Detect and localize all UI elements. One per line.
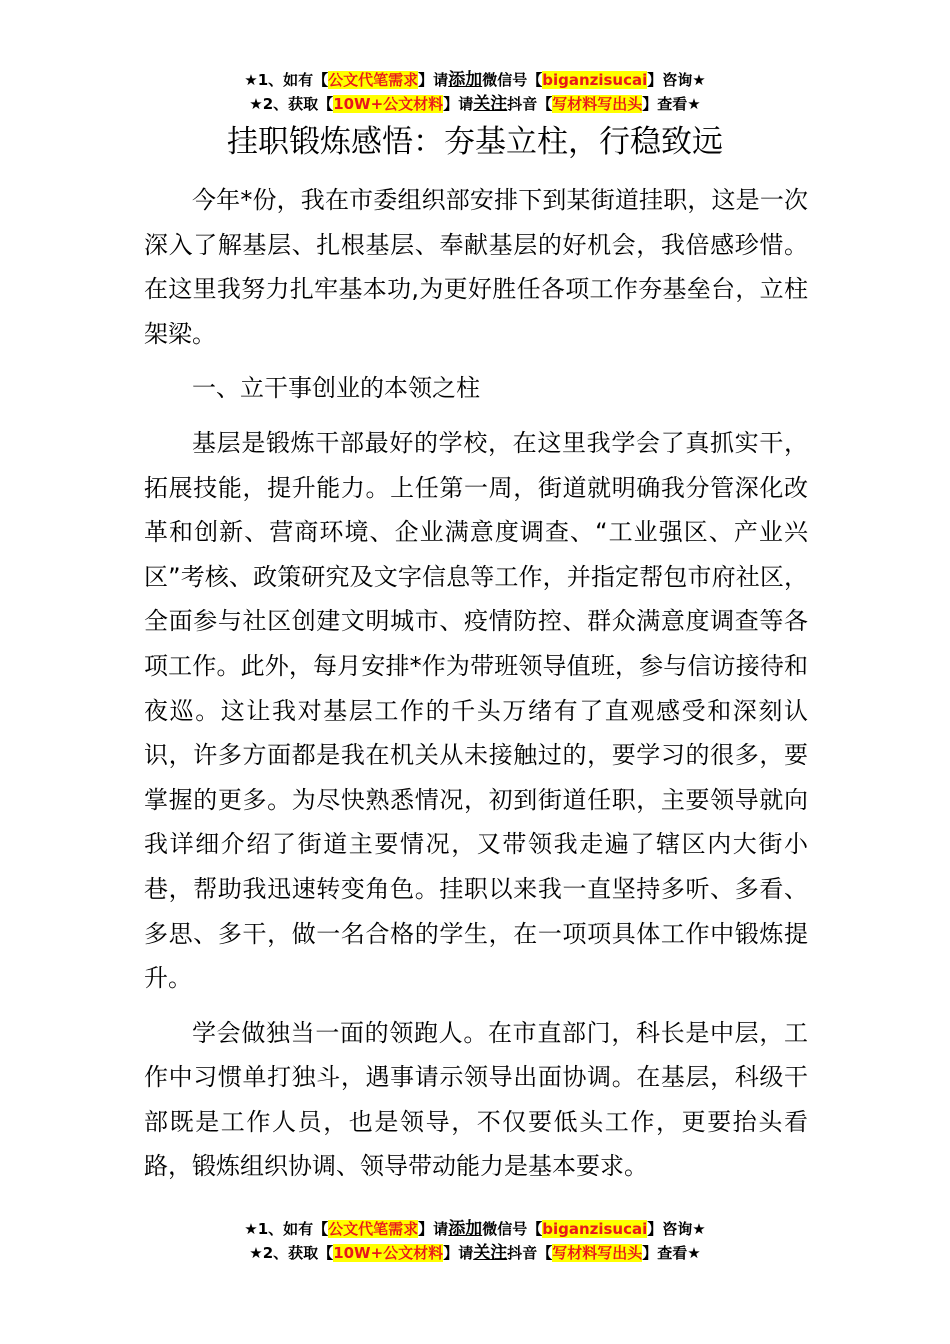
promo-text: 】请 [418, 71, 449, 89]
paragraph-body: 基层是锻炼干部最好的学校，在这里我学会了真抓实干，拓展技能，提升能力。上任第一周，街道就明确我分管深化改革和创新、营商环境、企业满意度调查、“工业强区、产业兴区”考核、政策研究及文字信息等工作，并指定帮包市府社区，全面参与社区创建文明城市、疫情防控、群众满意度调查等各项工作。此外，每月安排*作为带班领导值班，参与信访接待和夜巡。这让我对基层工作的千头万绪有了直观感受和深刻认识，许多方面都是我在机关从未接触过的，要学习的很多，要掌握的更多。为尽快熟悉情况，初到街道任职，主要领导就向我详细介绍了街道主要情况，又带领我走遍了辖区内大街小巷，帮助我迅速转变角色。挂职以来我一直坚持多听、多看、多思、多干，做一名合格的学生，在一项项具体工作中锻炼提升。 [144, 428, 808, 993]
promo-line-2 [0, 92, 950, 116]
promo-text: ★2、获取【 [249, 95, 334, 113]
promo-text: 】请 [418, 1220, 449, 1238]
promo-line-1 [0, 1217, 950, 1241]
promo-highlight: 公文代笔需求 [328, 71, 419, 89]
header-promo-banner [0, 68, 950, 116]
promo-highlight: 10W+公文材料 [333, 1244, 444, 1262]
document-title: 挂职锻炼感悟：夯基立柱，行稳致远 [227, 124, 723, 160]
promo-underline: 添加 [448, 1219, 483, 1239]
promo-text: ★1、如有【 [244, 71, 329, 89]
promo-text: 】咨询★ [647, 1220, 706, 1238]
section-heading: 一、立干事创业的本领之柱 [192, 374, 480, 403]
promo-text: ★1、如有【 [244, 1220, 329, 1238]
promo-text: 抖音【 [507, 95, 553, 113]
document-body [144, 178, 808, 1199]
paragraph-body: 学会做独当一面的领跑人。在市直部门，科长是中层，工作中习惯单打独斗，遇事请示领导出面协调。在基层，科级干部既是工作人员，也是领导，不仅要低头工作，更要抬头看路，锻炼组织协调、领导带动能力是基本要求。 [144, 1018, 808, 1181]
promo-text: ★2、获取【 [249, 1244, 334, 1262]
footer-promo-banner [0, 1217, 950, 1265]
promo-wechat-id: biganzisucai [542, 71, 648, 89]
promo-text: 】查看★ [642, 95, 701, 113]
promo-underline: 关注 [473, 94, 508, 114]
promo-text: 】请 [443, 1244, 474, 1262]
promo-highlight: 公文代笔需求 [328, 1220, 419, 1238]
promo-text: 微信号【 [482, 71, 543, 89]
paragraph-intro: 今年*份，我在市委组织部安排下到某街道挂职，这是一次深入了解基层、扎根基层、奉献基层的好机会，我倍感珍惜。在这里我努力扎牢基本功,为更好胜任各项工作夯基垒台，立柱架梁。 [144, 186, 808, 348]
promo-douyin-id: 写材料写出头 [552, 95, 643, 113]
promo-text: 抖音【 [507, 1244, 553, 1262]
promo-douyin-id: 写材料写出头 [552, 1244, 643, 1262]
promo-wechat-id: biganzisucai [542, 1220, 648, 1238]
promo-text: 】咨询★ [647, 71, 706, 89]
promo-text: 】查看★ [642, 1244, 701, 1262]
promo-text: 微信号【 [482, 1220, 543, 1238]
promo-underline: 添加 [448, 70, 483, 90]
promo-text: 】请 [443, 95, 474, 113]
promo-line-1 [0, 68, 950, 92]
promo-highlight: 10W+公文材料 [333, 95, 444, 113]
promo-underline: 关注 [473, 1243, 508, 1263]
promo-line-2 [0, 1241, 950, 1265]
